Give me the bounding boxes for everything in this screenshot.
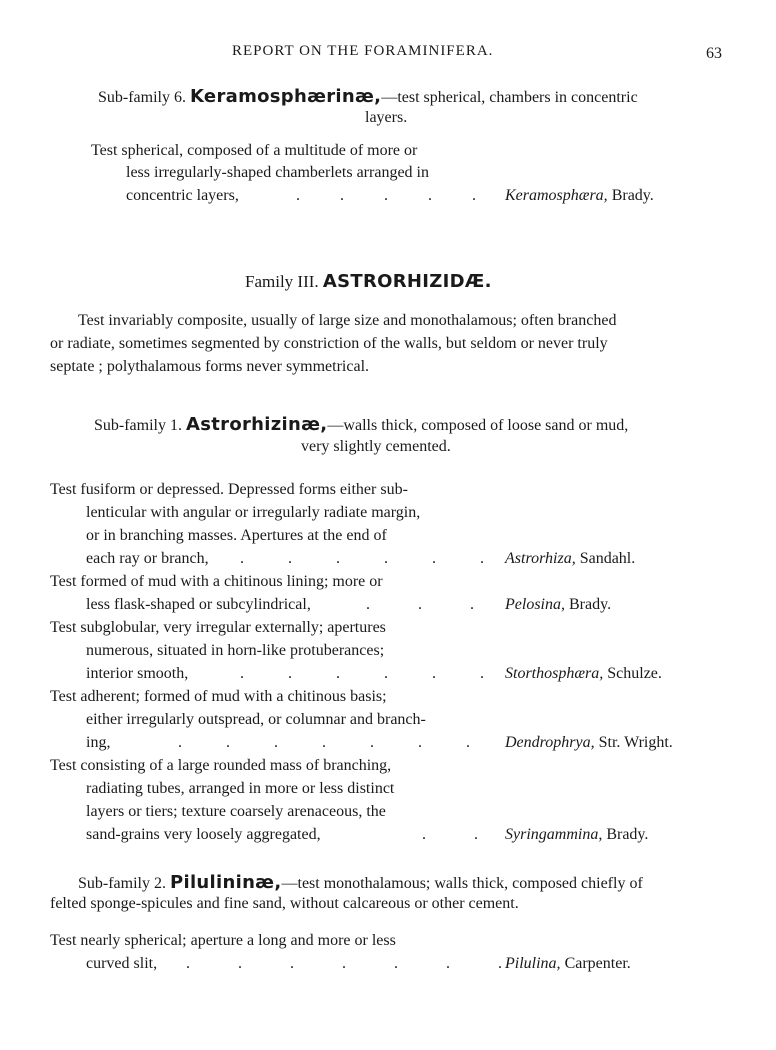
subfamily2-desc-1: —test monothalamous; walls thick, composed chiefly of xyxy=(281,875,643,892)
running-title: REPORT ON THE FORAMINIFERA. xyxy=(232,43,494,59)
kera-line-2: less irregularly-shaped chamberlets arranged in xyxy=(126,164,429,181)
leader-dots: . . xyxy=(422,826,478,843)
astro-line-2: lenticular with angular or irregularly radiate margin, xyxy=(86,504,421,521)
subfamily2-heading xyxy=(78,872,643,893)
stor-line-1: Test subglobular, very irregular externally; apertures xyxy=(50,619,386,636)
subfamily1-desc-2: very slightly cemented. xyxy=(301,438,451,455)
stor-line-3: interior smooth, xyxy=(86,665,189,682)
astro-line-4: each ray or branch, xyxy=(86,550,209,567)
pil-line-2: curved slit, xyxy=(86,955,158,972)
leader-dots: . . . xyxy=(366,596,474,613)
subfamily6-desc-1: —test spherical, chambers in concentric xyxy=(381,89,638,106)
subfamily1-heading xyxy=(94,414,628,435)
genus-syringammina: Syringammina, Brady. xyxy=(505,826,649,843)
leader-dots: . . . . . . xyxy=(240,665,484,682)
family3-desc-2: or radiate, sometimes segmented by constriction of the walls, but seldom or never truly xyxy=(50,335,608,352)
genus-astrorhiza: Astrorhiza, Sandahl. xyxy=(505,550,636,567)
subfamily6-heading xyxy=(98,86,638,107)
dendro-line-1: Test adherent; formed of mud with a chitinous basis; xyxy=(50,688,387,705)
genus-keramosphaera: Keramosphæra, Brady. xyxy=(505,187,654,204)
subfamily2-prefix: Sub-family 2. xyxy=(78,875,166,892)
pelo-line-2: less flask-shaped or subcylindrical, xyxy=(86,596,311,613)
kera-line-1: Test spherical, composed of a multitude of more or xyxy=(91,142,418,159)
syr-line-2: radiating tubes, arranged in more or less distinct xyxy=(86,780,395,797)
syr-line-1: Test consisting of a large rounded mass of branching, xyxy=(50,757,392,774)
astro-line-3: or in branching masses. Apertures at the end of xyxy=(86,527,387,544)
dendro-line-2: either irregularly outspread, or columnar and branch- xyxy=(86,711,426,728)
genus-pilulina: Pilulina, Carpenter. xyxy=(505,955,631,972)
subfamily6-desc-2: layers. xyxy=(365,109,408,126)
syr-line-4: sand-grains very loosely aggregated, xyxy=(86,826,321,843)
family3-desc-3: septate ; polythalamous forms never symmetrical. xyxy=(50,358,370,375)
subfamily6-prefix: Sub-family 6. xyxy=(98,89,186,106)
page-number: 63 xyxy=(706,45,722,62)
subfamily1-desc-1: —walls thick, composed of loose sand or mud, xyxy=(327,417,629,434)
subfamily2-desc-2: felted sponge-spicules and fine sand, without calcareous or other cement. xyxy=(50,895,519,912)
family3-name: ASTRORHIZIDÆ. xyxy=(322,271,492,292)
genus-dendrophrya: Dendrophrya, Str. Wright. xyxy=(505,734,673,751)
leader-dots: . . . . . xyxy=(296,187,476,204)
syr-line-3: layers or tiers; texture coarsely arenaceous, the xyxy=(86,803,386,820)
subfamily6-name: Keramosphærinæ, xyxy=(190,86,382,107)
kera-line-3: concentric layers, xyxy=(126,187,239,204)
leader-dots: . . . . . . xyxy=(240,550,484,567)
family3-prefix: Family III. xyxy=(245,272,319,291)
pil-line-1: Test nearly spherical; aperture a long and more or less xyxy=(50,932,396,949)
genus-storthosphaera: Storthosphæra, Schulze. xyxy=(505,665,662,682)
family3-heading xyxy=(245,271,492,292)
subfamily2-name: Pilulininæ, xyxy=(170,872,282,893)
astro-line-1: Test fusiform or depressed. Depressed forms either sub- xyxy=(50,481,408,498)
family3-desc-1: Test invariably composite, usually of large size and monothalamous; often branched xyxy=(78,312,617,329)
dendro-line-3: ing, xyxy=(86,734,111,751)
subfamily1-prefix: Sub-family 1. xyxy=(94,417,182,434)
subfamily1-name: Astrorhizinæ, xyxy=(186,414,328,435)
genus-pelosina: Pelosina, Brady. xyxy=(505,596,612,613)
pelo-line-1: Test formed of mud with a chitinous lining; more or xyxy=(50,573,383,590)
leader-dots: . . . . . . . xyxy=(186,955,502,972)
leader-dots: . . . . . . . xyxy=(178,734,470,751)
stor-line-2: numerous, situated in horn-like protuberances; xyxy=(86,642,385,659)
